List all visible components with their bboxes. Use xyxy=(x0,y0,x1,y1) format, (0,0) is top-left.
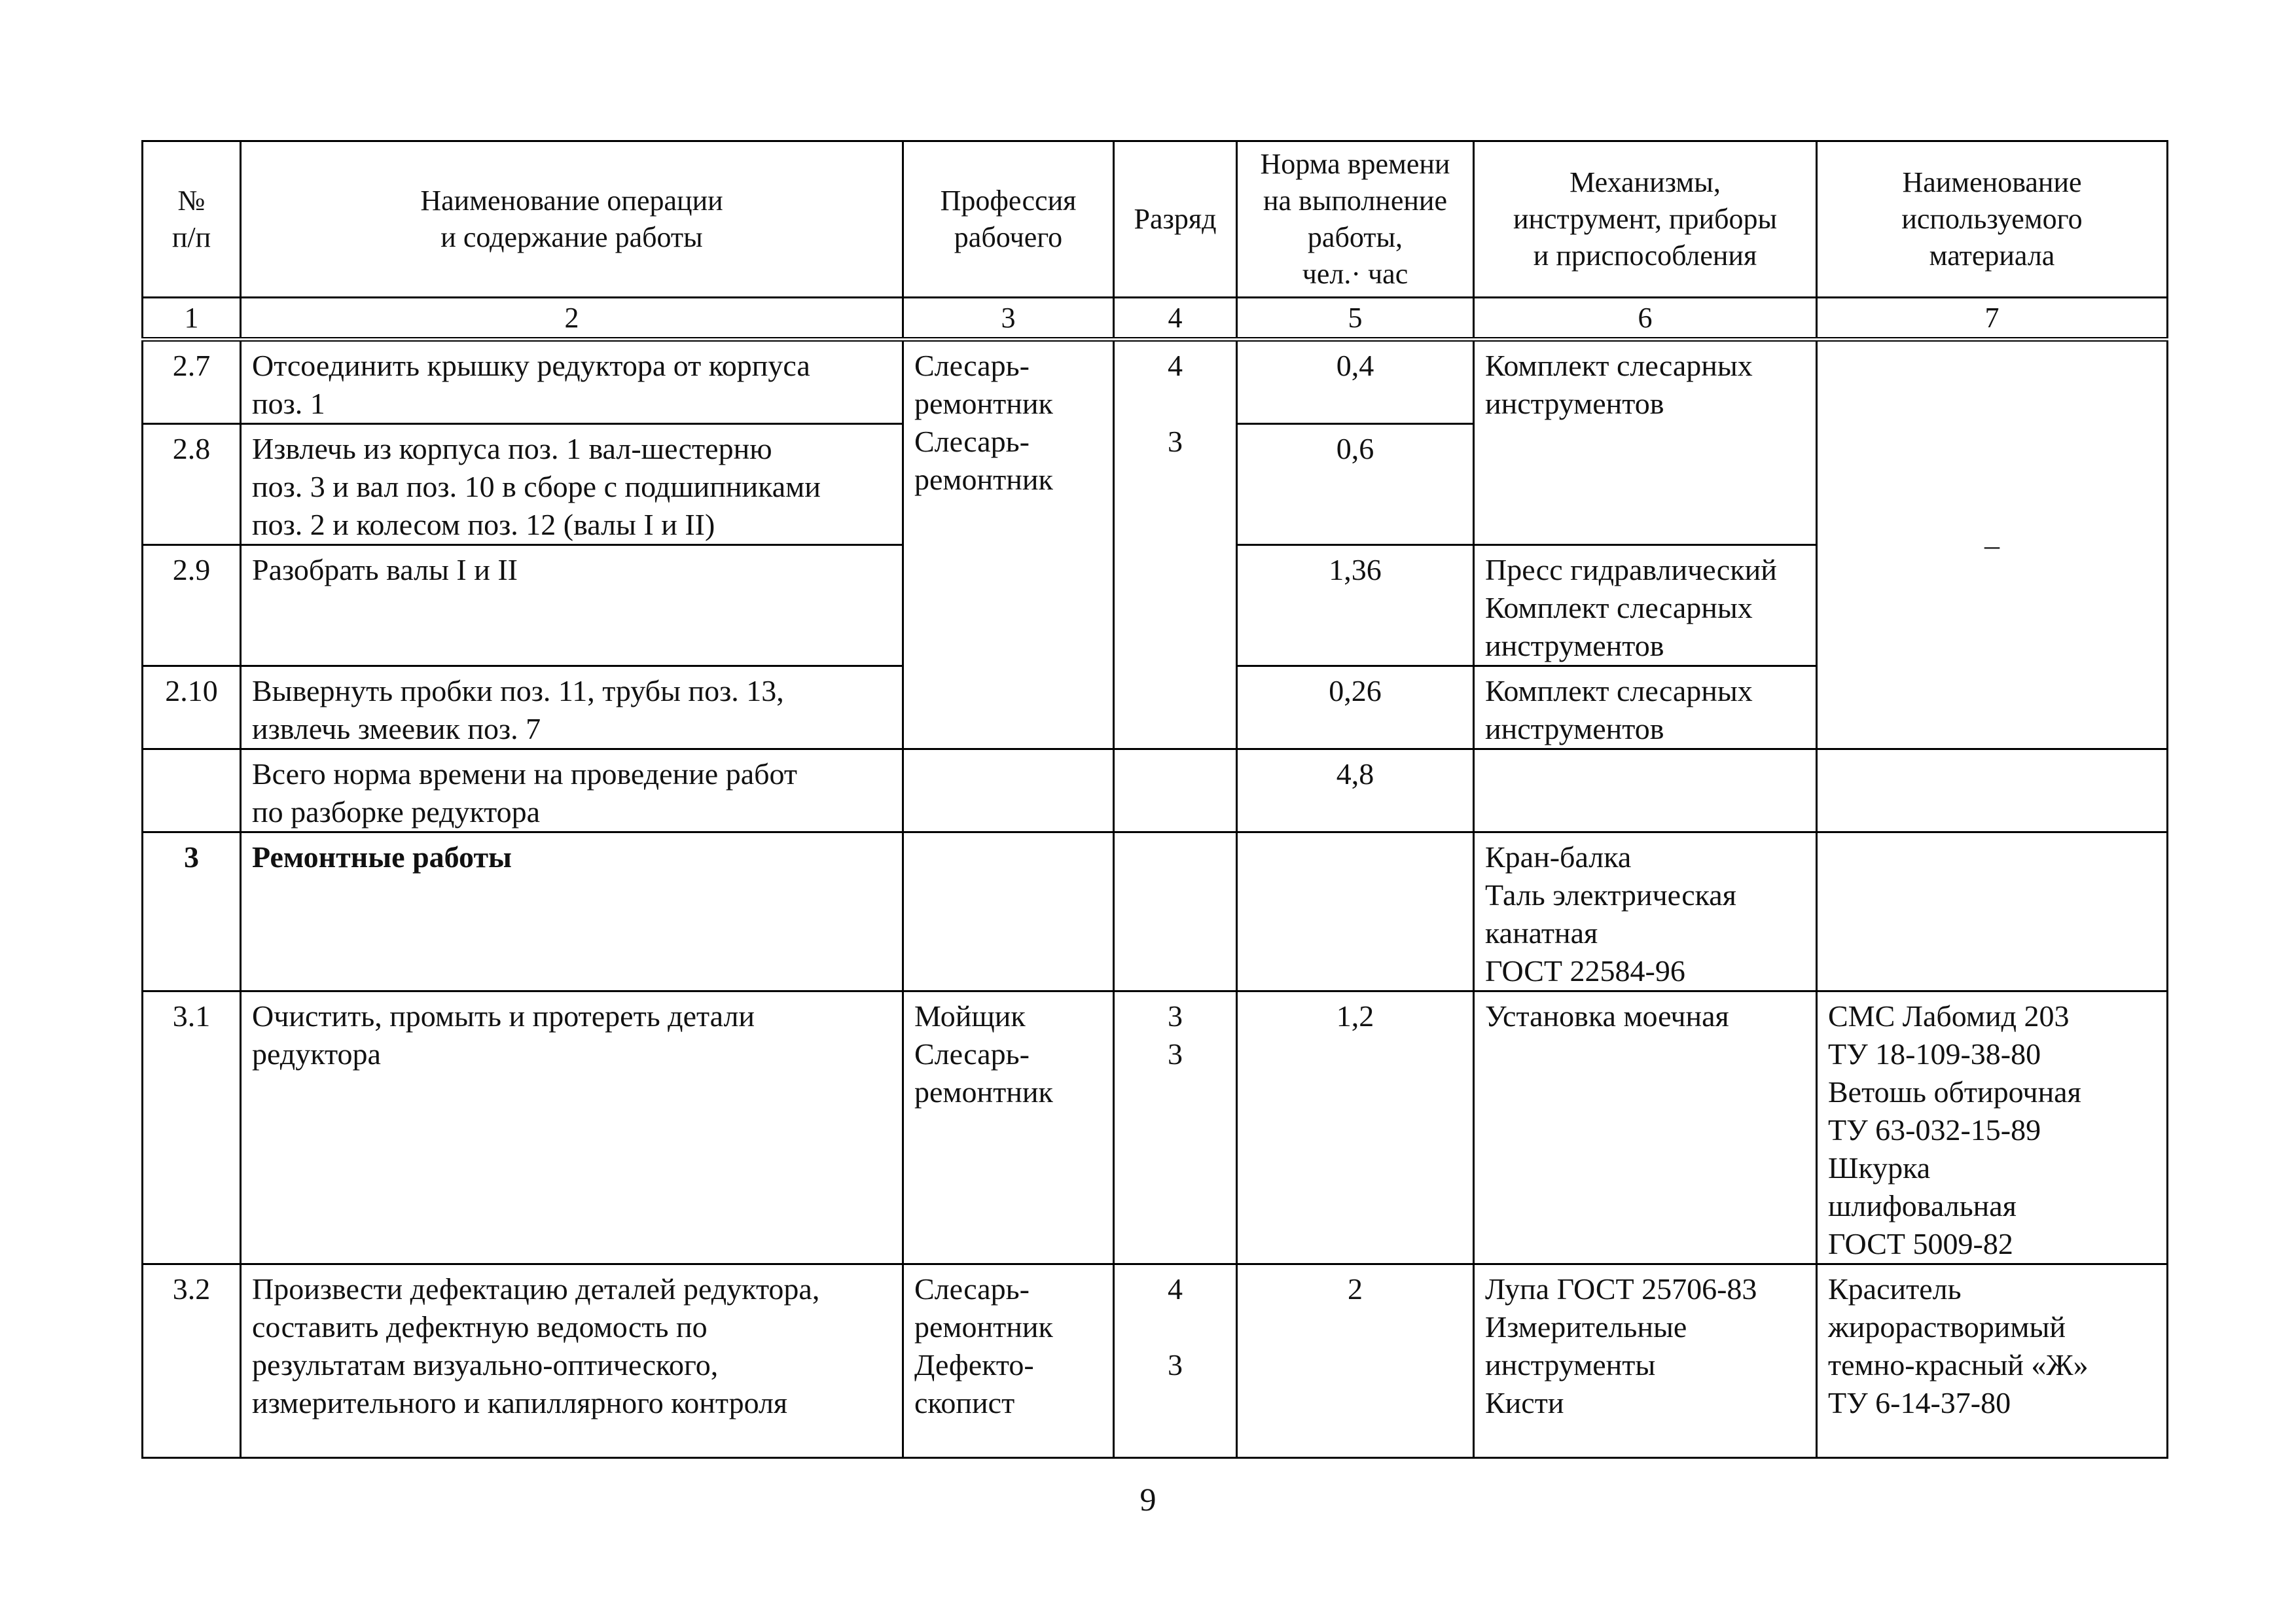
row-number: 2.8 xyxy=(143,424,241,545)
grade-cell: 4 3 xyxy=(1114,1264,1237,1458)
operation-cell: Произвести дефектацию деталей редуктора, составить дефектную ведомость по результатам визуально-оптического, измерительного и капиллярного контроля xyxy=(241,1264,903,1458)
tools-cell: Комплект слесарных инструментов xyxy=(1474,666,1817,749)
tools-cell: Лупа ГОСТ 25706-83 Измерительные инструменты Кисти xyxy=(1474,1264,1817,1458)
header-operation: Наименование операции и содержание работы xyxy=(241,141,903,298)
page-number: 9 xyxy=(1139,1481,1157,1518)
time-cell: 4,8 xyxy=(1237,749,1474,832)
tools-cell: Установка моечная xyxy=(1474,991,1817,1264)
profession-cell xyxy=(903,749,1114,832)
time-cell: 0,6 xyxy=(1237,424,1474,545)
tools-cell: Пресс гидравлический Комплект слесарных инструментов xyxy=(1474,545,1817,666)
row-number: 2.9 xyxy=(143,545,241,666)
row-number: 2.10 xyxy=(143,666,241,749)
column-number: 4 xyxy=(1114,298,1237,340)
time-cell: 2 xyxy=(1237,1264,1474,1458)
header-number: № п/п xyxy=(143,141,241,298)
profession-cell: Слесарь- ремонтник Дефекто- скопист xyxy=(903,1264,1114,1458)
operation-cell: Разобрать валы I и II xyxy=(241,545,903,666)
time-cell xyxy=(1237,832,1474,991)
grade-cell xyxy=(1114,832,1237,991)
profession-cell: Слесарь- ремонтник Слесарь- ремонтник xyxy=(903,340,1114,749)
operation-cell: Извлечь из корпуса поз. 1 вал-шестерню поз. 3 и вал поз. 10 в сборе с подшипниками поз. 2 и колесом поз. 12 (валы I и II) xyxy=(241,424,903,545)
section-row xyxy=(143,832,2168,991)
profession-cell xyxy=(903,832,1114,991)
time-cell: 0,26 xyxy=(1237,666,1474,749)
table-row xyxy=(143,991,2168,1264)
column-number: 7 xyxy=(1817,298,2168,340)
time-cell: 1,2 xyxy=(1237,991,1474,1264)
grade-cell: 4 3 xyxy=(1114,340,1237,749)
time-cell: 1,36 xyxy=(1237,545,1474,666)
tools-cell xyxy=(1474,749,1817,832)
row-number: 3.2 xyxy=(143,1264,241,1458)
table-row xyxy=(143,340,2168,424)
operation-cell: Отсоединить крышку редуктора от корпуса поз. 1 xyxy=(241,340,903,424)
tools-cell: Кран-балка Таль электрическая канатная ГОСТ 22584-96 xyxy=(1474,832,1817,991)
operation-cell: Всего норма времени на проведение работ по разборке редуктора xyxy=(241,749,903,832)
header-grade: Разряд xyxy=(1114,141,1237,298)
profession-cell: Мойщик Слесарь- ремонтник xyxy=(903,991,1114,1264)
column-number: 2 xyxy=(241,298,903,340)
section-title: Ремонтные работы xyxy=(241,832,903,991)
row-number: 2.7 xyxy=(143,340,241,424)
column-number: 1 xyxy=(143,298,241,340)
column-number: 6 xyxy=(1474,298,1817,340)
column-number: 3 xyxy=(903,298,1114,340)
header-time-norm: Норма времени на выполнение работы, чел.· час xyxy=(1237,141,1474,298)
tools-cell: Комплект слесарных инструментов xyxy=(1474,340,1817,545)
column-number: 5 xyxy=(1237,298,1474,340)
row-number: 3.1 xyxy=(143,991,241,1264)
grade-cell xyxy=(1114,749,1237,832)
table-row xyxy=(143,1264,2168,1458)
material-cell: Краситель жирорастворимый темно-красный «Ж» ТУ 6-14-37-80 xyxy=(1817,1264,2168,1458)
operation-cell: Очистить, промыть и протереть детали редуктора xyxy=(241,991,903,1264)
grade-cell: 3 3 xyxy=(1114,991,1237,1264)
row-number xyxy=(143,749,241,832)
material-cell: – xyxy=(1817,340,2168,749)
header-tools: Механизмы, инструмент, приборы и приспособления xyxy=(1474,141,1817,298)
operations-table xyxy=(141,140,2168,1459)
time-cell: 0,4 xyxy=(1237,340,1474,424)
row-number: 3 xyxy=(143,832,241,991)
header-material: Наименование используемого материала xyxy=(1817,141,2168,298)
material-cell: СМС Лабомид 203 ТУ 18-109-38-80 Ветошь обтирочная ТУ 63-032-15-89 Шкурка шлифовальная ГОСТ 5009-82 xyxy=(1817,991,2168,1264)
total-row xyxy=(143,749,2168,832)
material-cell xyxy=(1817,832,2168,991)
header-profession: Профессия рабочего xyxy=(903,141,1114,298)
material-cell xyxy=(1817,749,2168,832)
table-header-row xyxy=(143,141,2168,298)
column-number-row xyxy=(143,298,2168,340)
operation-cell: Вывернуть пробки поз. 11, трубы поз. 13, извлечь змеевик поз. 7 xyxy=(241,666,903,749)
